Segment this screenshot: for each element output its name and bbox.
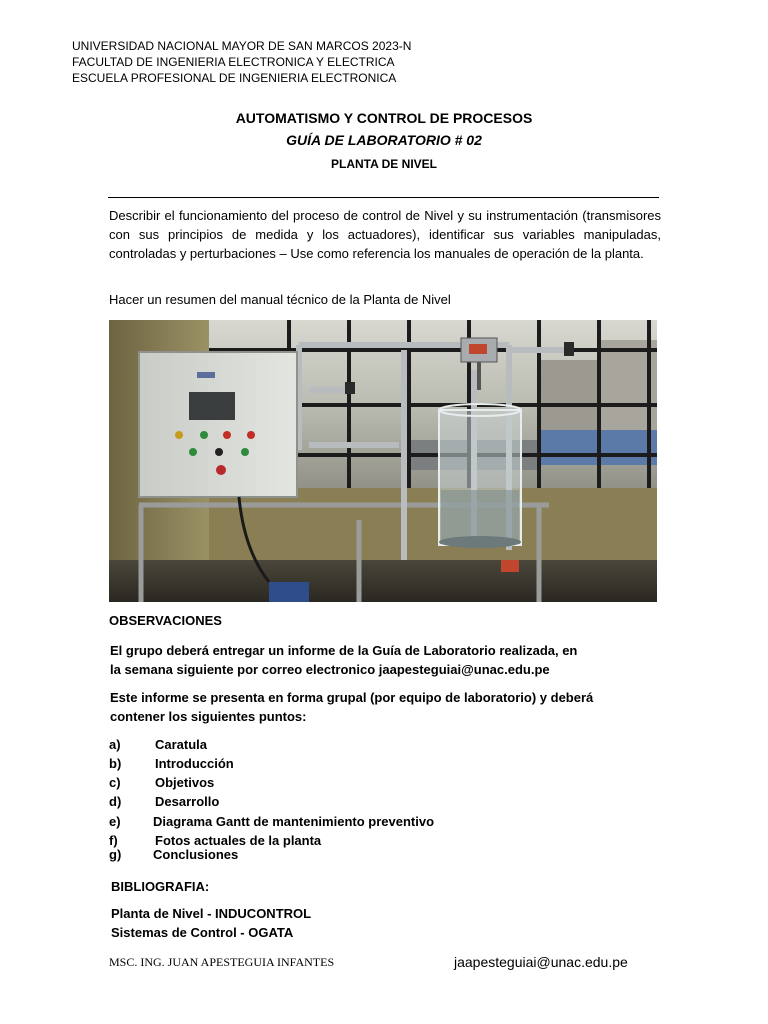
observations-line-3: Este informe se presenta en forma grupal (por equipo de laboratorio) y deberá — [110, 690, 594, 705]
observations-heading: OBSERVACIONES — [109, 613, 222, 628]
university-name: UNIVERSIDAD NACIONAL MAYOR DE SAN MARCOS 2023-N — [72, 39, 412, 53]
horizontal-rule — [108, 197, 659, 198]
summary-instruction: Hacer un resumen del manual técnico de la Planta de Nivel — [109, 292, 451, 307]
list-item-letter: c) — [109, 775, 121, 790]
list-item-text: Objetivos — [155, 775, 215, 790]
list-item-text: Fotos actuales de la planta — [155, 833, 322, 848]
list-item-letter: b) — [109, 756, 122, 771]
bibliography-item: Planta de Nivel - INDUCONTROL — [111, 906, 312, 921]
list-item-letter: a) — [109, 737, 121, 752]
author-email: jaapesteguiai@unac.edu.pe — [454, 954, 628, 970]
list-item-letter: g) — [109, 847, 122, 862]
bibliography-item: Sistemas de Control - OGATA — [111, 925, 294, 940]
bibliography-heading: BIBLIOGRAFIA: — [111, 879, 210, 894]
guide-title: GUÍA DE LABORATORIO # 02 — [286, 132, 482, 148]
observations-line-1: El grupo deberá entregar un informe de la Guía de Laboratorio realizada, en — [110, 643, 578, 658]
list-item-letter: f) — [109, 833, 118, 848]
list-item-text: Desarrollo — [155, 794, 220, 809]
list-item-text: Diagrama Gantt de mantenimiento preventivo — [153, 814, 435, 829]
description-paragraph: Describir el funcionamiento del proceso de control de Nivel y su instrumentación (transmisores con sus principios de medida y los actuadores), identificar sus variables manipuladas, controladas y perturbaciones – Use como referencia los manuales de operación de la planta. — [109, 208, 661, 261]
subject-title: PLANTA DE NIVEL — [330, 157, 437, 171]
school-name: ESCUELA PROFESIONAL DE INGENIERIA ELECTRONICA — [72, 71, 397, 85]
author-name: MSC. ING. JUAN APESTEGUIA INFANTES — [109, 955, 335, 969]
level-plant-photo — [109, 320, 657, 602]
list-item-text: Caratula — [155, 737, 208, 752]
list-item-letter: d) — [109, 794, 122, 809]
observations-line-2: la semana siguiente por correo electronico jaapesteguiai@unac.edu.pe — [110, 662, 550, 677]
list-item-text: Introducción — [155, 756, 234, 771]
course-title: AUTOMATISMO Y CONTROL DE PROCESOS — [235, 110, 533, 126]
faculty-name: FACULTAD DE INGENIERIA ELECTRONICA Y ELECTRICA — [72, 55, 395, 69]
observations-line-4: contener los siguientes puntos: — [110, 709, 307, 724]
list-item-text: Conclusiones — [153, 847, 239, 862]
list-item-letter: e) — [109, 814, 121, 829]
